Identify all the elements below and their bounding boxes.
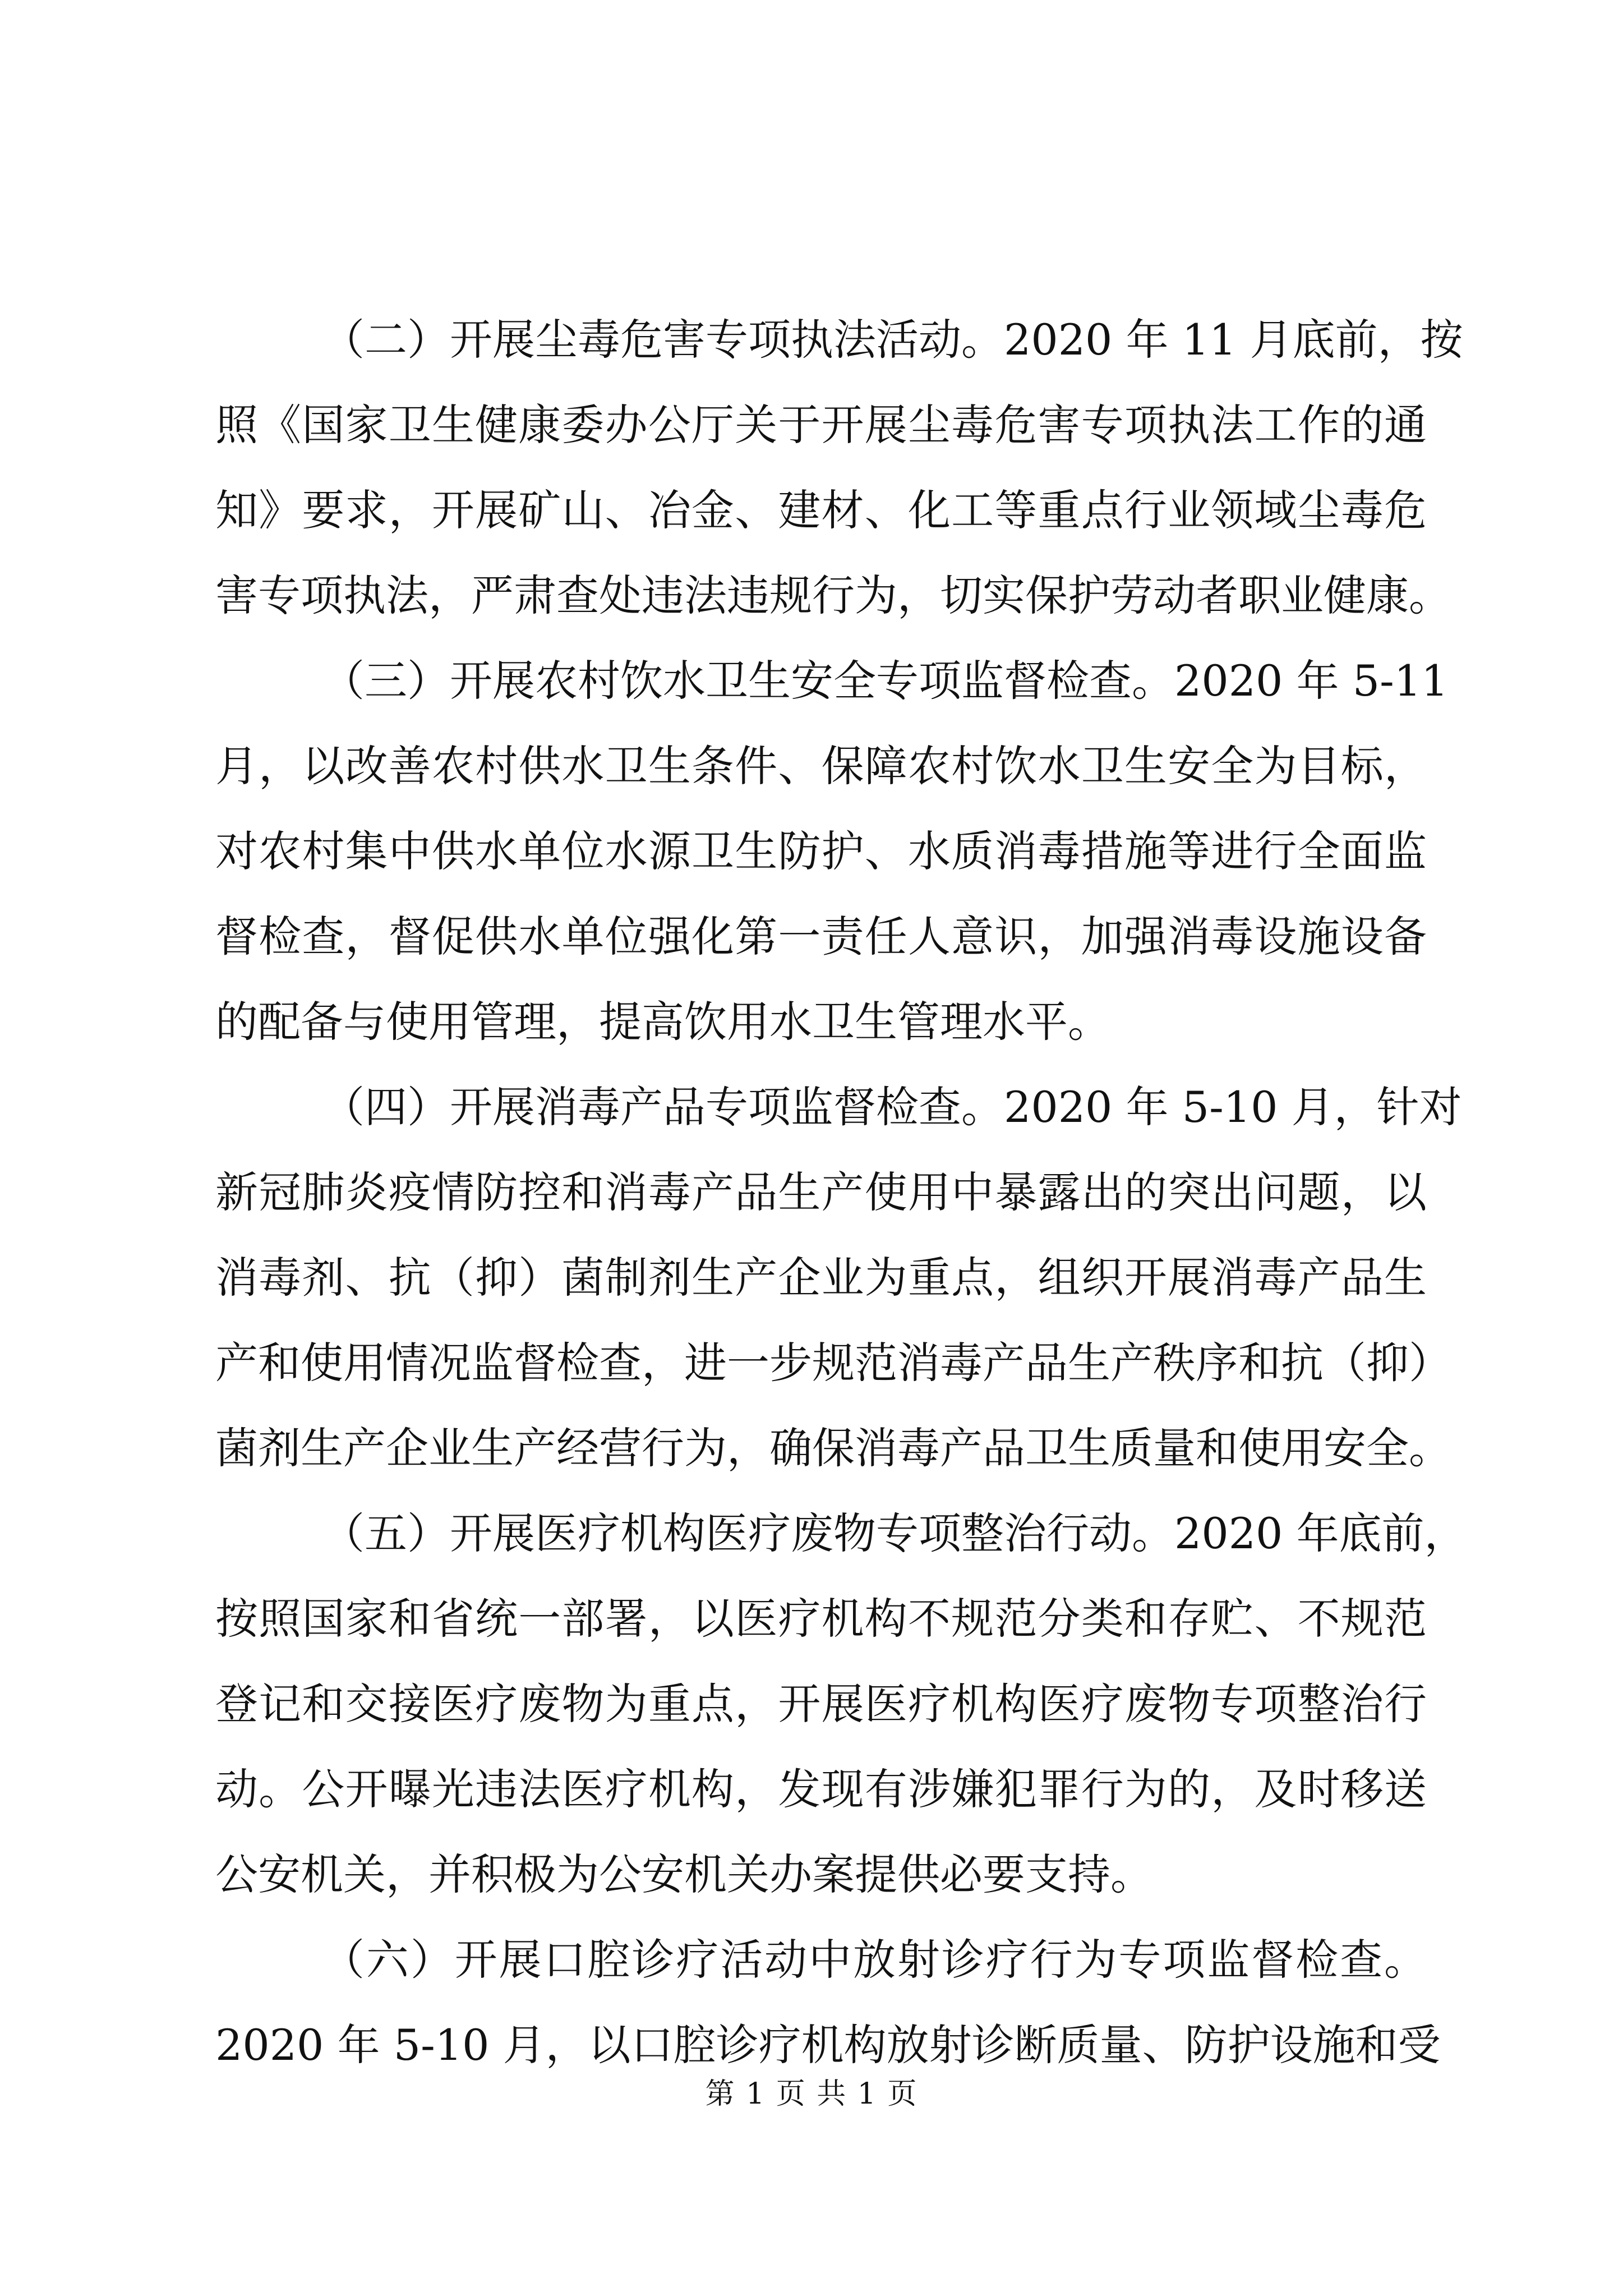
paragraph-3-line-4: 督检查，督促供水单位强化第一责任人意识，加强消毒设施设备 bbox=[215, 912, 1427, 961]
paragraph-5-line-2: 按照国家和省统一部署，以医疗机构不规范分类和存贮、不规范 bbox=[215, 1594, 1427, 1644]
paragraph-2-line-4: 害专项执法，严肃查处违法违规行为，切实保护劳动者职业健康。 bbox=[215, 570, 1451, 620]
page-footer: 第 1 页 共 1 页 bbox=[705, 2077, 918, 2111]
document-body bbox=[215, 297, 1467, 2088]
paragraph-5-line-1: （五）开展医疗机构医疗废物专项整治行动。2020 年底前， bbox=[322, 1508, 1467, 1558]
paragraph-6-line-2: 2020 年 5-10 月，以口腔诊疗机构放射诊断质量、防护设施和受 bbox=[215, 2020, 1441, 2070]
paragraph-3-line-5: 的配备与使用管理，提高饮用水卫生管理水平。 bbox=[215, 997, 1110, 1047]
paragraph-4-line-2: 新冠肺炎疫情防控和消毒产品生产使用中暴露出的突出问题，以 bbox=[215, 1167, 1427, 1217]
paragraph-4-line-4: 产和使用情况监督检查，进一步规范消毒产品生产秩序和抗（抑） bbox=[215, 1338, 1451, 1388]
paragraph-2-line-2: 照《国家卫生健康委办公厅关于开展尘毒危害专项执法工作的通 bbox=[215, 400, 1427, 450]
paragraph-5-line-3: 登记和交接医疗废物为重点，开展医疗机构医疗废物专项整治行 bbox=[215, 1679, 1427, 1729]
paragraph-4-line-3: 消毒剂、抗（抑）菌制剂生产企业为重点，组织开展消毒产品生 bbox=[215, 1253, 1427, 1303]
paragraph-3-line-1: （三）开展农村饮水卫生安全专项监督检查。2020 年 5-11 bbox=[322, 656, 1449, 706]
paragraph-2-line-3: 知》要求，开展矿山、冶金、建材、化工等重点行业领域尘毒危 bbox=[215, 485, 1427, 535]
paragraph-5-line-4: 动。公开曝光违法医疗机构，发现有涉嫌犯罪行为的，及时移送 bbox=[215, 1764, 1427, 1814]
paragraph-2-line-1: （二）开展尘毒危害专项执法活动。2020 年 11 月底前，按 bbox=[322, 315, 1463, 365]
paragraph-3-line-3: 对农村集中供水单位水源卫生防护、水质消毒措施等进行全面监 bbox=[215, 826, 1427, 876]
paragraph-5-line-5: 公安机关，并积极为公安机关办案提供必要支持。 bbox=[215, 1849, 1153, 1899]
paragraph-6-line-1: （六）开展口腔诊疗活动中放射诊疗行为专项监督检查。 bbox=[322, 1935, 1427, 1985]
paragraph-3-line-2: 月，以改善农村供水卫生条件、保障农村饮水卫生安全为目标， bbox=[215, 741, 1427, 791]
paragraph-4-line-5: 菌剂生产企业生产经营行为，确保消毒产品卫生质量和使用安全。 bbox=[215, 1423, 1451, 1473]
paragraph-4-line-1: （四）开展消毒产品专项监督检查。2020 年 5-10 月，针对 bbox=[322, 1082, 1462, 1132]
